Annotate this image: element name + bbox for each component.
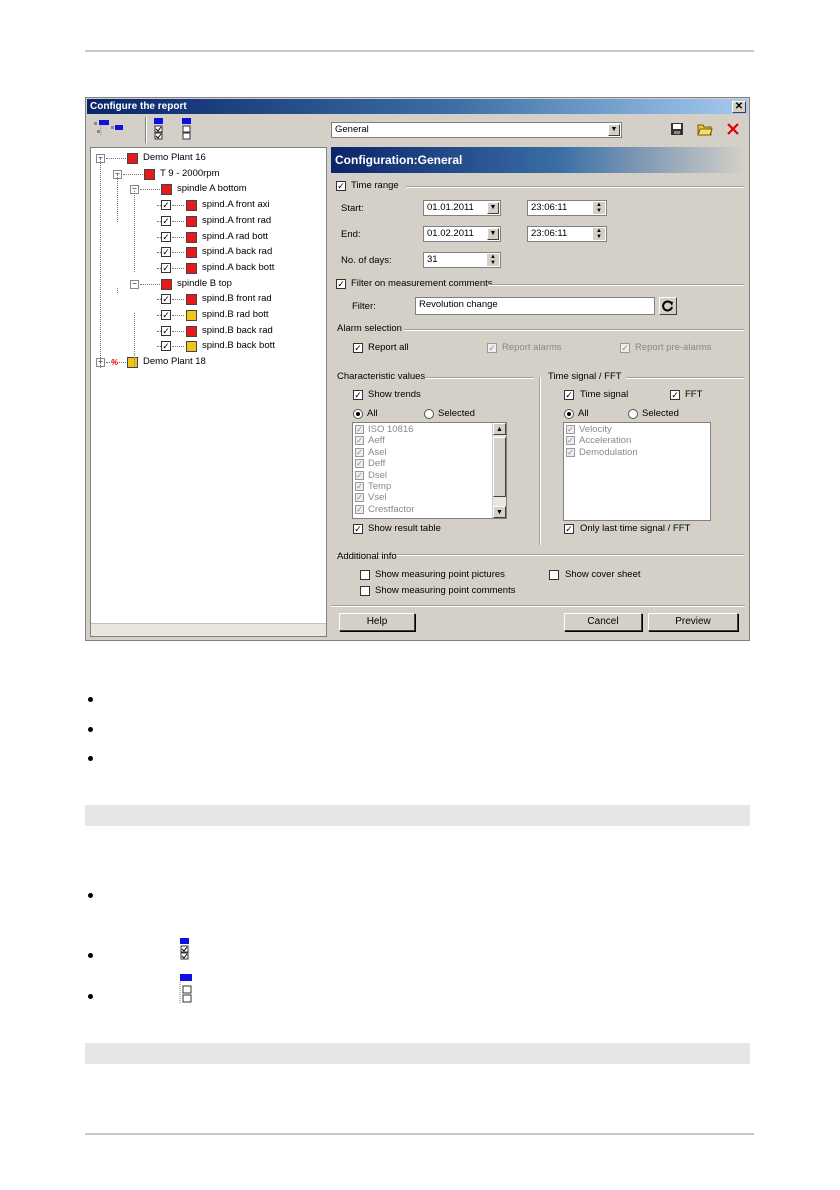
panel-title [331,147,745,173]
tree-item-checkbox[interactable]: ✓ [162,215,170,226]
list-item-label: Deff [368,458,386,470]
bullet [88,953,93,958]
report-alarms-checkbox[interactable]: ✓ [488,343,496,353]
chevron-down-icon[interactable]: ▼ [487,202,499,214]
tree-item[interactable] [91,167,321,181]
spin-icon[interactable]: ▲ ▼ [593,202,605,214]
group-divider [331,605,745,607]
tree-item[interactable] [91,214,321,228]
tree-item-label: T 9 - 2000rpm [160,167,220,179]
show-result-table-checkbox[interactable]: ✓ [354,524,362,534]
preview-button[interactable]: Preview [648,613,738,631]
section-bar [85,1043,750,1064]
end-time-value: 23:06:11 [531,228,568,239]
config-select[interactable] [331,122,622,138]
report-all-checkbox[interactable]: ✓ [354,343,362,353]
start-label: Start: [341,203,364,214]
status-square-icon [161,279,172,290]
show-trends-label: Show trends [368,389,421,400]
report-prealarms-label: Report pre-alarms [635,342,712,353]
pictures-checkbox[interactable] [360,570,370,580]
bullet [88,994,93,999]
toolbar-separator [145,117,147,143]
list-item-checkbox[interactable]: ✓ [356,425,363,434]
chevron-down-icon[interactable]: ▼ [608,124,620,136]
days-field[interactable] [423,252,501,268]
tree-item-label: spind.A back bott [202,261,275,273]
group-divider [539,377,541,545]
group-divider [404,329,744,331]
tree-item-label: spind.B front rad [202,293,272,305]
collapse-icon[interactable]: − [96,154,105,163]
list-item-checkbox[interactable]: ✓ [567,425,574,434]
tree-item[interactable] [91,324,321,338]
tree-item[interactable] [91,355,321,369]
status-square-icon [186,232,197,243]
filter-field-label: Filter: [352,301,376,312]
timesignal-group-label: Time signal / FFT [548,371,625,383]
list-item-checkbox[interactable]: ✓ [356,493,363,503]
only-last-checkbox[interactable]: ✓ [565,524,573,534]
list-item-checkbox[interactable]: ✓ [356,504,363,514]
tree-item-checkbox[interactable]: ✓ [162,325,170,336]
report-prealarms-checkbox[interactable]: ✓ [621,343,629,353]
only-last-label: Only last time signal / FFT [580,523,691,534]
group-divider [406,186,744,188]
comments-checkbox[interactable] [360,586,370,596]
tree-item-checkbox[interactable]: ✓ [162,262,170,273]
expand-icon[interactable]: + [96,358,105,367]
spin-icon[interactable]: ▲ ▼ [487,254,499,266]
status-square-icon [186,326,197,337]
fft-checkbox[interactable]: ✓ [671,390,679,400]
tree-item[interactable] [91,339,321,353]
tree-item-label: spind.A front rad [202,214,272,226]
tree-item-label: spind.A back rad [202,246,273,258]
tree-connector [172,299,184,300]
time-range-checkbox[interactable]: ✓ [337,181,345,191]
tree-connector [172,205,184,206]
scroll-down-icon[interactable]: ▼ [493,506,506,518]
additional-group-label: Additional info [337,551,397,562]
list-item-label: Aeff [368,435,385,447]
char-selected-label: Selected [438,408,475,419]
list-item-checkbox[interactable]: ✓ [567,447,574,457]
status-square-icon [161,184,172,195]
collapse-icon[interactable]: − [130,280,139,289]
list-item-label: Acceleration [579,435,632,447]
tree-connector [140,284,160,285]
start-time-field[interactable] [527,200,607,216]
status-square-icon [186,200,197,211]
end-date-value: 01.02.2011 [427,228,474,239]
pictures-label: Show measuring point pictures [375,569,505,580]
list-item-checkbox[interactable]: ✓ [356,436,363,446]
cancel-button[interactable]: Cancel [564,613,642,631]
bullet [88,756,93,761]
status-square-icon [186,294,197,305]
show-result-table-label: Show result table [368,523,441,534]
fft-label: FFT [685,389,703,400]
tree-item-checkbox[interactable]: ✓ [162,341,170,352]
list-item-label: Asel [368,446,387,458]
alarm-percent-icon: % [111,358,119,368]
group-divider [488,284,744,286]
days-value: 31 [427,254,438,265]
list-item-label: Vsel [368,492,387,504]
char-list-scrollbar[interactable] [492,423,506,518]
end-label: End: [341,229,361,240]
tree-item-checkbox[interactable]: ✓ [162,294,170,305]
plant-tree[interactable] [90,147,327,637]
days-label: No. of days: [341,255,392,266]
show-trends-checkbox[interactable]: ✓ [354,390,362,400]
collapse-icon[interactable]: − [113,170,122,179]
tree-connector [100,158,101,368]
tree-item-label: Demo Plant 18 [143,356,206,368]
filter-checkbox[interactable]: ✓ [337,279,345,289]
cover-label: Show cover sheet [565,569,641,580]
char-all-label: All [367,408,378,419]
section-bar [85,805,750,826]
tree-item-label: spind.B rad bott [202,309,269,320]
ts-all-radio[interactable] [564,409,574,419]
status-square-icon [186,310,197,321]
tree-connector [123,174,143,175]
tree-item-label: spind.A front axi [202,199,270,211]
list-item-checkbox[interactable]: ✓ [356,447,363,457]
bullet [88,727,93,732]
tree-item-label: spindle B top [177,277,232,289]
end-time-field[interactable] [527,226,607,242]
start-date-picker[interactable] [423,200,501,216]
start-date-value: 01.01.2011 [427,202,474,213]
list-item-checkbox[interactable]: ✓ [567,436,574,446]
chevron-down-icon[interactable]: ▼ [487,228,499,240]
tree-item-label: Demo Plant 16 [143,152,206,163]
characteristic-group-label: Characteristic values [337,371,428,383]
tree-item-checkbox[interactable]: ✓ [162,310,170,320]
tree-item[interactable] [91,230,321,244]
tree-item-checkbox[interactable]: ✓ [162,200,170,211]
scroll-up-icon[interactable]: ▲ [493,423,506,435]
list-item-label: Temp [368,481,392,492]
filter-input[interactable] [415,297,655,315]
list-item-label: Crestfactor [368,503,415,515]
list-item-label: Demodulation [579,446,638,458]
tree-connector [134,313,135,366]
list-item-label: ISO 10816 [368,424,414,435]
tree-connector [134,191,135,272]
group-divider [426,377,534,379]
status-square-icon [186,263,197,274]
tree-item-label: spind.A rad bott [202,230,269,242]
tree-connector [172,268,184,269]
tree-connector [172,346,184,347]
tree-item[interactable] [91,245,321,259]
save-icon[interactable] [670,122,684,136]
bullet [88,697,93,702]
tree-connector [117,288,118,293]
list-item-checkbox[interactable]: ✓ [356,470,363,480]
status-square-icon [186,247,197,258]
header-rule [85,50,754,52]
dialog-title: Configure the report [90,101,187,112]
dialog-titlebar [87,99,748,114]
collapse-icon[interactable]: − [130,185,139,194]
tree-item[interactable] [91,292,321,306]
bullet [88,893,93,898]
filter-value: Revolution change [419,299,498,310]
tree-item[interactable] [91,182,321,196]
spin-icon[interactable]: ▲ ▼ [593,228,605,240]
status-square-icon [144,169,155,180]
group-divider [626,377,744,379]
char-all-radio[interactable] [353,409,363,419]
comments-label: Show measuring point comments [375,585,516,596]
tree-connector [172,331,184,332]
tree-connector [172,252,184,253]
tree-item[interactable] [91,151,321,165]
list-item-label: Velocity [579,424,612,435]
uncheck-all-icon [176,973,194,1005]
list-item-checkbox[interactable]: ✓ [356,459,363,469]
report-alarms-label: Report alarms [502,342,562,353]
uncheck-all-icon[interactable] [178,117,194,141]
time-range-label: Time range [351,180,402,192]
time-signal-checkbox[interactable]: ✓ [565,390,573,400]
open-folder-icon[interactable] [697,122,713,136]
tree-connector [172,237,184,238]
end-date-picker[interactable] [423,226,501,242]
list-item-checkbox[interactable]: ✓ [356,482,363,491]
tree-item[interactable] [91,261,321,275]
configure-report-dialog [85,97,750,641]
check-all-icon[interactable] [150,117,166,141]
tree-item[interactable] [91,198,321,212]
panel-title-text: Configuration:General [335,153,463,167]
tree-item-label: spind.B back rad [202,324,273,336]
tree-item-label: spindle A bottom [177,183,247,195]
filter-group-label: Filter on measurement comments [351,278,496,290]
timesignal-list[interactable] [563,422,711,521]
ts-selected-radio[interactable] [628,409,638,419]
ts-selected-label: Selected [642,408,679,419]
tree-connector [172,315,184,316]
tree-connector [117,174,118,222]
tree-item-label: spind.B back bott [202,340,275,352]
start-time-value: 23:06:11 [531,202,568,213]
tree-horizontal-scrollbar[interactable] [91,623,326,636]
close-button[interactable]: ✕ [732,101,746,113]
check-all-icon [176,937,192,961]
group-divider [336,554,744,556]
cover-checkbox[interactable] [549,570,559,580]
time-signal-label: Time signal [580,389,629,400]
ts-all-label: All [578,408,589,419]
status-square-icon [127,153,138,164]
list-item-label: Dsel [368,469,388,481]
expand-tree-icon[interactable] [92,118,124,140]
tree-item[interactable] [91,277,321,291]
report-all-label: Report all [368,342,409,353]
tree-item[interactable] [91,308,321,322]
alarm-group-label: Alarm selection [337,323,405,335]
refresh-icon[interactable] [659,297,677,315]
tree-connector [106,158,126,159]
footer-rule [85,1133,754,1135]
tree-connector [172,221,184,222]
tree-item-checkbox[interactable]: ✓ [162,231,170,242]
tree-connector [140,189,160,190]
char-selected-radio[interactable] [424,409,434,419]
characteristic-list[interactable] [352,422,507,519]
delete-icon[interactable] [726,122,740,136]
scroll-thumb[interactable] [493,437,506,497]
status-square-icon [186,216,197,227]
config-select-value: General [335,124,369,135]
status-square-icon [186,341,197,352]
help-button[interactable]: Help [339,613,415,631]
tree-item-checkbox[interactable]: ✓ [162,247,170,258]
status-square-icon [127,357,138,368]
